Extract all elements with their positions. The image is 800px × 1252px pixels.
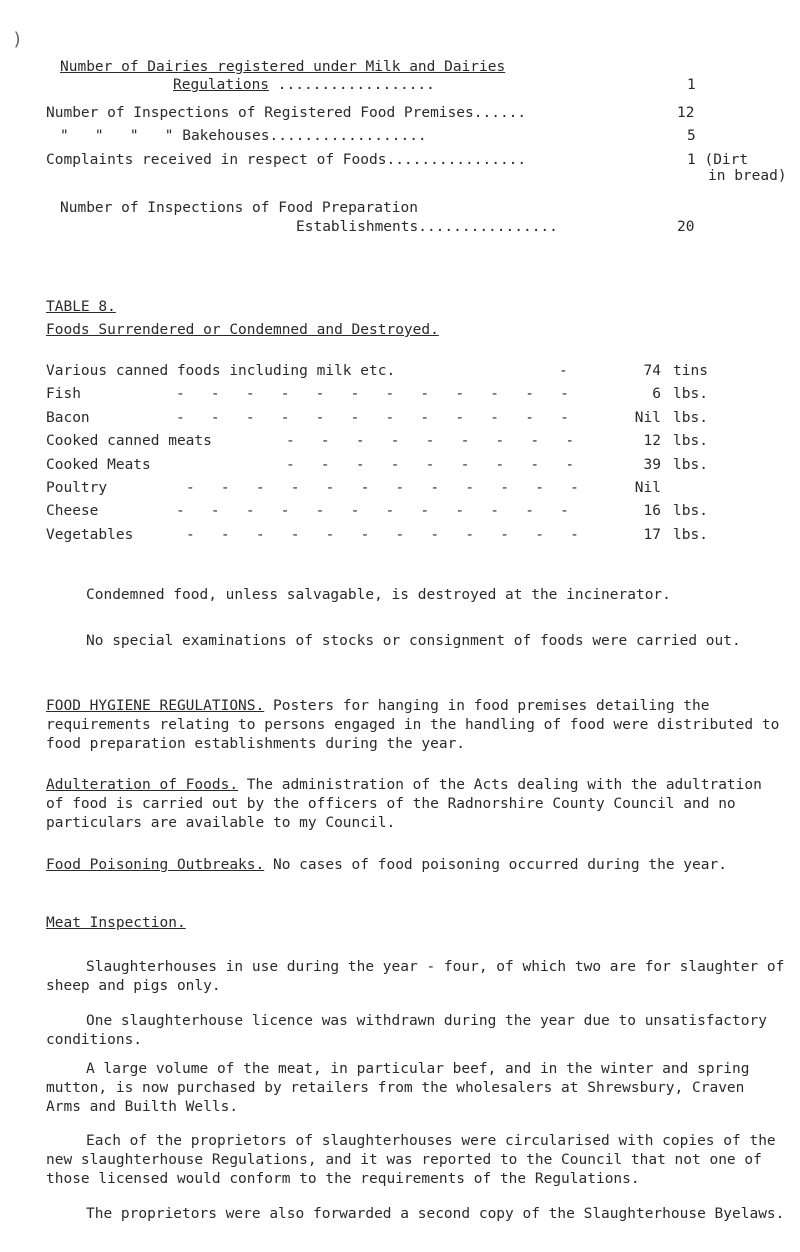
table-item: Various canned foods including milk etc.: [46, 363, 396, 379]
table-unit: lbs.: [673, 409, 708, 426]
stat-registered-premises-value: 12: [677, 105, 695, 121]
table-heading: TABLE 8.: [46, 299, 116, 315]
table-unit: tins: [673, 363, 708, 379]
para-meat-3: A large volume of the meat, in particular beef, and in the winter and spring mutton, is now purchased by retailers from the wholesalers at Shrewsbury, Craven Arms and Builth Wells.: [46, 1061, 750, 1115]
table-unit: lbs.: [673, 433, 708, 450]
para-meat-1: Slaughterhouses in use during the year - four, of which two are for slaughter of sheep and pigs only.: [46, 959, 785, 994]
punch-hole-mark: ): [12, 29, 23, 50]
para-hygiene: FOOD HYGIENE REGULATIONS. Posters for hanging in food premises detailing the requirements relating to persons engaged in the handling of food were distributed to food preparation establishments during the year.: [46, 698, 780, 752]
table-leader-dashes: - - - - - - - - - - - -: [176, 503, 569, 520]
para-condemned: Condemned food, unless salvagable, is destroyed at the incinerator.: [86, 587, 671, 603]
stat-complaints-note: in bread): [708, 168, 787, 184]
meat-inspection-heading: Meat Inspection.: [46, 915, 186, 931]
table-unit: lbs.: [673, 503, 708, 520]
hygiene-heading: FOOD HYGIENE REGULATIONS.: [46, 698, 265, 714]
table-item: Cooked canned meats: [46, 433, 212, 450]
stat-bakehouses-label: " " " " Bakehouses..................: [60, 128, 427, 144]
stat-complaints-value: 1 (Dirt: [687, 152, 749, 168]
table-leader-dashes: - - - - - - - - - - - -: [186, 526, 579, 543]
para-poisoning: Food Poisoning Outbreaks. No cases of food poisoning occurred during the year.: [46, 857, 727, 873]
table-caption: Foods Surrendered or Condemned and Destroyed.: [46, 322, 439, 338]
poisoning-heading: Food Poisoning Outbreaks.: [46, 857, 265, 873]
stat-bakehouses-value: 5: [687, 128, 696, 144]
table-quantity: 74: [643, 363, 661, 379]
stat-dairies-line2: Regulations ..................: [173, 77, 435, 93]
stat-food-prep-value: 20: [677, 219, 695, 235]
table-leader-dashes: - - - - - - - - -: [286, 433, 575, 450]
para-meat-5: The proprietors were also forwarded a second copy of the Slaughterhouse Byelaws.: [86, 1206, 785, 1222]
table-leader-dashes: -: [559, 363, 568, 379]
table-leader-dashes: - - - - - - - - - - - -: [186, 480, 579, 496]
stat-registered-premises-label: Number of Inspections of Registered Food Premises......: [46, 105, 527, 121]
table-quantity: Nil: [634, 480, 661, 496]
para-no-special: No special examinations of stocks or consignment of foods were carried out.: [86, 633, 741, 649]
table-item: Bacon: [46, 409, 90, 426]
table-leader-dashes: - - - - - - - - - - - -: [176, 386, 569, 403]
para-meat-2: One slaughterhouse licence was withdrawn during the year due to unsatisfactory conditions.: [46, 1013, 767, 1048]
table-leader-dashes: - - - - - - - - -: [286, 456, 575, 473]
table-unit: lbs.: [673, 386, 708, 403]
table-unit: lbs.: [673, 526, 708, 543]
table-quantity: 17: [643, 526, 661, 543]
table-unit: lbs.: [673, 456, 708, 473]
table-item: Cooked Meats: [46, 456, 151, 473]
table-leader-dashes: - - - - - - - - - - - -: [176, 409, 569, 426]
para-meat-4: Each of the proprietors of slaughterhouses were circularised with copies of the new slaughterhouse Regulations, and it was reported to the Council that not one of those licensed would conform to the requirements of the Regulations.: [46, 1133, 776, 1187]
table-quantity: Nil: [634, 409, 661, 426]
table-quantity: 39: [643, 456, 661, 473]
table-item: Vegetables: [46, 526, 134, 543]
table-quantity: 6: [652, 386, 661, 403]
stat-food-prep-line1: Number of Inspections of Food Preparation: [60, 200, 418, 216]
table-item: Cheese: [46, 503, 99, 520]
table-item: Fish: [46, 386, 81, 403]
table-item: Poultry: [46, 480, 108, 496]
stat-food-prep-line2: Establishments................: [296, 219, 558, 235]
adulteration-heading: Adulteration of Foods.: [46, 777, 239, 793]
stat-complaints-label: Complaints received in respect of Foods................: [46, 152, 527, 168]
stat-dairies-value: 1: [687, 77, 696, 93]
stat-dairies-line1: Number of Dairies registered under Milk and Dairies: [60, 59, 506, 75]
para-adulteration: Adulteration of Foods. The administration of the Acts dealing with the adultration of food is carried out by the officers of the Radnorshire County Council and no particulars are available to my Council.: [46, 777, 762, 831]
table-quantity: 12: [643, 433, 661, 450]
table-quantity: 16: [643, 503, 661, 520]
